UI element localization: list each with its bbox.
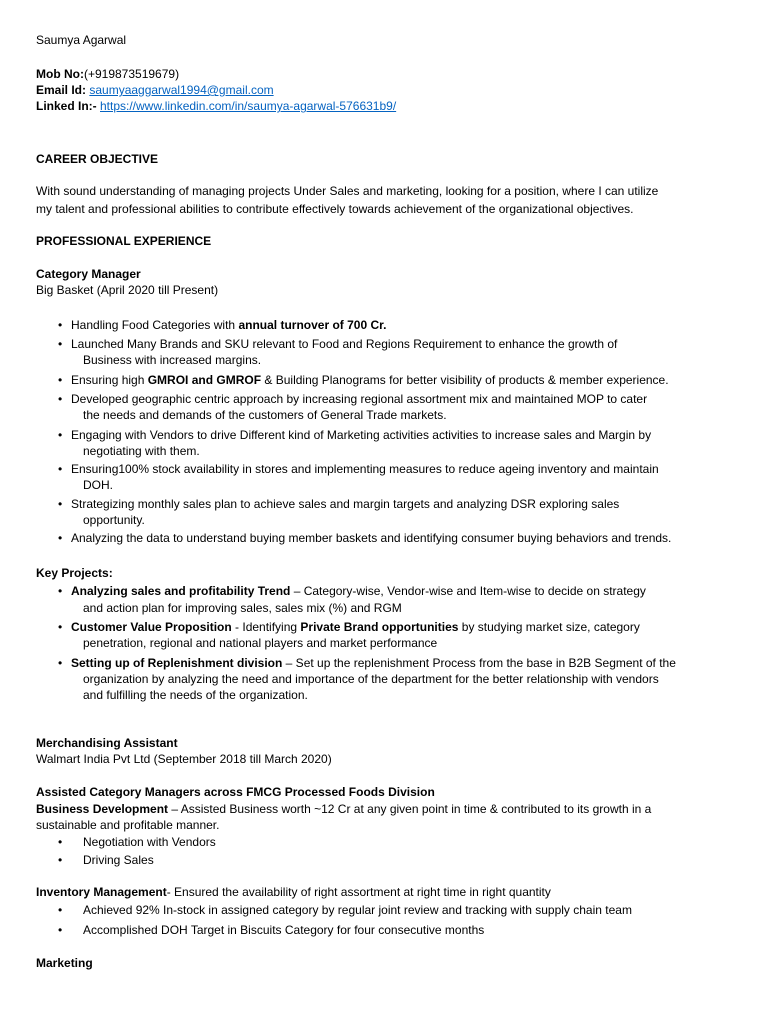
experience-heading: PROFESSIONAL EXPERIENCE [36, 234, 212, 248]
list-item: • Analyzing the data to understand buying member baskets and identifying consumer buying behaviors and trends. [58, 531, 672, 545]
list-item: • Ensuring high GMROI and GMROF & Building Planograms for better visibility of products & member experience. [58, 373, 669, 387]
bullet-icon: • [58, 923, 63, 937]
candidate-name: Saumya Agarwal [36, 33, 127, 47]
bullet-icon: • [58, 337, 63, 351]
list-item: • Setting up of Replenishment division – Set up the replenishment Process from the base in B2B Segment of the [58, 656, 676, 670]
email-line [36, 82, 274, 98]
list-item: • Driving Sales [58, 853, 154, 867]
role1-title: Category Manager [36, 267, 141, 281]
mobile-label: Mob No: [36, 67, 84, 81]
career-objective-line-1: With sound understanding of managing projects Under Sales and marketing, looking for a position, where I can utilize [36, 184, 659, 198]
role1-company: Big Basket (April 2020 till Present) [36, 283, 219, 297]
career-objective-heading: CAREER OBJECTIVE [36, 152, 159, 166]
career-objective-line-2: my talent and professional abilities to contribute effectively towards achievement of the organizational objectives. [36, 202, 634, 216]
list-item-continuation: organization by analyzing the need and importance of the department for the better relationship with vendors [83, 672, 659, 686]
list-item-continuation: and action plan for improving sales, sales mix (%) and RGM [83, 601, 402, 615]
bullet-icon: • [58, 853, 63, 867]
mobile-line [36, 66, 179, 82]
bullet-icon: • [58, 656, 63, 670]
list-item: • Achieved 92% In-stock in assigned category by regular joint review and tracking with supply chain team [58, 903, 632, 917]
list-item-continuation: Business with increased margins. [83, 353, 262, 367]
list-item: • Negotiation with Vendors [58, 835, 216, 849]
list-item: • Customer Value Proposition - Identifying Private Brand opportunities by studying market size, category [58, 620, 640, 634]
role2-title: Merchandising Assistant [36, 736, 178, 750]
mobile-value: (+919873519679) [83, 67, 180, 81]
bullet-icon: • [58, 835, 63, 849]
list-item-continuation: opportunity. [83, 513, 145, 527]
key-projects-heading: Key Projects: [36, 566, 113, 580]
email-label: Email Id: [36, 83, 90, 97]
linkedin-link[interactable]: https://www.linkedin.com/in/saumya-agarwal-576631b9/ [100, 99, 397, 113]
bullet-icon: • [58, 392, 63, 406]
list-item: • Developed geographic centric approach by increasing regional assortment mix and maintained MOP to cater [58, 392, 648, 406]
linkedin-line [36, 98, 396, 114]
role2-company: Walmart India Pvt Ltd (September 2018 till March 2020) [36, 752, 332, 766]
bullet-icon: • [58, 620, 63, 634]
marketing-heading: Marketing [36, 956, 93, 970]
role2-subheading: Assisted Category Managers across FMCG Processed Foods Division [36, 785, 435, 799]
list-item: • Launched Many Brands and SKU relevant to Food and Regions Requirement to enhance the growth of [58, 337, 618, 351]
bullet-icon: • [58, 462, 63, 476]
bullet-icon: • [58, 903, 63, 917]
email-link[interactable]: saumyaaggarwal1994@gmail.com [89, 83, 274, 97]
list-item: • Engaging with Vendors to drive Different kind of Marketing activities activities to increase sales and Margin by [58, 428, 652, 442]
list-item-continuation: negotiating with them. [83, 444, 200, 458]
bullet-icon: • [58, 428, 63, 442]
inventory-management-line: Inventory Management- Ensured the availability of right assortment at right time in right quantity [36, 885, 551, 899]
bullet-icon: • [58, 497, 63, 511]
list-item: • Strategizing monthly sales plan to achieve sales and margin targets and analyzing DSR exploring sales [58, 497, 620, 511]
list-item: • Ensuring100% stock availability in stores and implementing measures to reduce ageing inventory and maintain [58, 462, 659, 476]
bullet-icon: • [58, 531, 63, 545]
list-item: • Accomplished DOH Target in Biscuits Category for four consecutive months [58, 923, 485, 937]
list-item-continuation: penetration, regional and national players and market performance [83, 636, 438, 650]
business-development-line-2: sustainable and profitable manner. [36, 818, 220, 832]
list-item: • Analyzing sales and profitability Trend – Category-wise, Vendor-wise and Item-wise to decide on strategy [58, 584, 646, 598]
bullet-icon: • [58, 584, 63, 598]
list-item-continuation: DOH. [83, 478, 113, 492]
bullet-icon: • [58, 373, 63, 387]
list-item: • Handling Food Categories with annual turnover of 700 Cr. [58, 318, 387, 332]
business-development-line: Business Development – Assisted Business worth ~12 Cr at any given point in time & contributed to its growth in a [36, 802, 652, 816]
list-item-continuation: the needs and demands of the customers of General Trade markets. [83, 408, 447, 422]
linkedin-label: Linked In:- [36, 99, 100, 113]
list-item-continuation: and fulfilling the needs of the organization. [83, 688, 308, 702]
bullet-icon: • [58, 318, 63, 332]
